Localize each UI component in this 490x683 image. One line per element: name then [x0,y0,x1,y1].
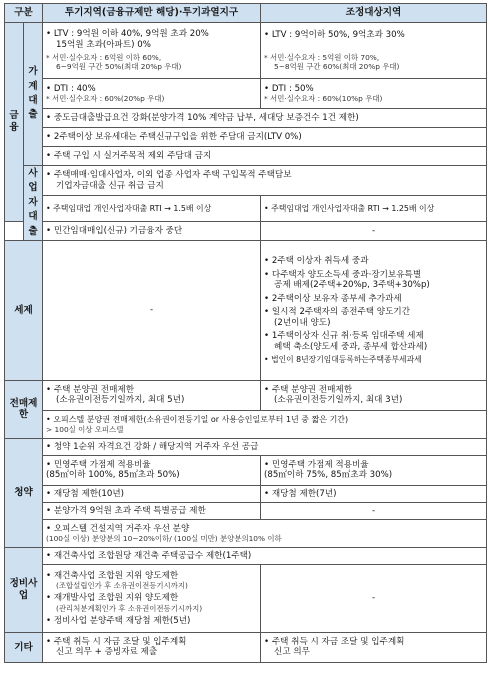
dti-left: • DTI : 40% [46,83,96,94]
tax-item-9: • 법인이 8년장기임대등록하는주택종부세과세 [264,355,422,365]
redevelopment-left-cell [43,564,261,632]
resale-officetel-cell [43,410,487,438]
redevelopment-item-1: • 재건축사업 조합원 지위 양도제한 [46,570,179,581]
ltv-left-note-2: 6~9억원 구간 50%(최대 20%p 우대) [56,62,182,72]
resale-right-2: (소유권이전등기일까지, 최대 3년) [274,395,403,406]
biz-fund-right: - [261,221,487,240]
tax-item-7: • 1주택이상자 신규 취·등록 임대주택 세제 [264,331,424,342]
subscription-rewin-left: • 재당첨 제한(10년) [43,485,261,502]
tax-item-6: (2년이내 양도) [274,317,331,328]
category-redevelopment: 정비사업 [5,547,43,632]
redevelopment-right: - [261,564,487,632]
biz-rti-right: • 주택임대업 개인사업자대출 RTI → 1.25배 이상 [261,196,487,221]
ltv-right-note-1: * 서민·실수요자 : 5억원 이하 70%, [264,52,380,62]
ltv-right-cell [261,23,487,79]
subscription-private-right-1: • 민영주택 가점제 적용비율 [264,459,369,470]
biz-loan-1-cell [43,166,487,196]
subcategory-business-loan: 사업자대출 [24,166,43,241]
ltv-right-line-1: • LTV : 9억이하 50%, 9억초과 30% [264,30,405,41]
header-category: 구분 [5,4,43,23]
biz-rti-left: • 주택임대업 개인사업자대출 RTI → 1.5배 이상 [43,196,261,221]
tax-item-3: 공제 배제(2주택+20%p, 3주택+30%p) [274,280,430,291]
etc-left-2: 신고 의무 + 증빙자료 제출 [56,647,158,658]
resale-right-cell [261,380,487,410]
etc-right-2: 신고 의무 [274,647,310,658]
etc-right-1: • 주택 취득 시 자금 조달 및 입주계획 [264,636,405,647]
subscription-price-right: - [261,502,487,519]
ltv-left-cell [43,23,261,79]
redevelopment-item-3: • 재개발사업 조합원 지위 양도제한 [46,593,179,604]
resale-left-2: (소유권이전등기일까지, 최대 5년) [56,395,185,406]
subscription-common-1: • 청약 1순위 자격요건 강화 / 해당지역 거주자 우선 공급 [43,438,487,455]
dti-right-cell [261,79,487,109]
subcategory-household-loan: 가계대출 [24,23,43,166]
category-resale: 전매제한 [5,380,43,438]
finance-common-3: • 주택 구입 시 실거주목적 제외 주담대 금지 [43,147,487,166]
category-tax: 세제 [5,240,43,380]
resale-right-1: • 주택 분양권 전매제한 [264,384,352,395]
header-adjusted-zone: 조정대상지역 [261,4,487,23]
dti-left-cell [43,79,261,109]
finance-common-2: • 2주택이상 보유세대는 주택신규구입을 위한 주담대 금지(LTV 0%) [43,128,487,147]
subscription-officetel-note: (100실 이상) 분양분의 10~20%이하/ (100실 미만) 분양분의10% 이하 [46,534,282,544]
tax-item-1: • 2주택 이상자 취득세 중과 [264,256,369,267]
redevelopment-item-5: • 정비사업 분양주택 재당첨 제한(5년) [46,615,191,626]
subscription-private-left-1: • 민영주택 가점제 적용비율 [46,459,151,470]
dti-right: • DTI : 50% [264,83,314,94]
category-etc: 기타 [5,632,43,662]
resale-officetel: • 오피스텔 분양권 전매제한(소유권이전등기일 or 사용승인일로부터 1년 중 짧은 기간) [46,415,349,425]
biz-loan-1-line-2: 기업자금대출 신규 취급 금지 [56,180,164,191]
category-finance: 금융 [5,23,24,222]
subscription-private-right-2: (85㎡이하 75%, 85㎡초과 30%) [264,470,393,481]
subscription-officetel-cell [43,519,487,547]
tax-item-8: 혜택 축소(양도세 중과, 종부세 합산과세) [274,341,428,352]
resale-officetel-note: > 100실 이상 오피스텔 [46,424,124,434]
subscription-rewin-right: • 재당첨 제한(7년) [261,485,487,502]
tax-item-4: • 2주택이상 보유자 종부세 추가과세 [264,293,402,304]
dti-right-note: * 서민·실수요자 : 60%(10%p 우대) [264,94,383,104]
redevelopment-common: • 재건축사업 조합원당 재건축 주택공급수 제한(1주택) [43,547,487,564]
etc-left-cell [43,632,261,662]
category-subscription: 청약 [5,438,43,547]
dti-left-note: * 서민·실수요자 : 60%(20%p 우대) [46,94,165,104]
resale-left-1: • 주택 분양권 전매제한 [46,384,134,395]
subscription-private-right-cell [261,455,487,485]
biz-loan-1-line-1: • 주택매매·임대사업자, 이외 업종 사업자 주택 구입목적 주택담보 [46,170,292,181]
tax-item-2: • 다주택자 양도소득세 중과·장기보유특별 [264,269,422,280]
subscription-private-left-cell [43,455,261,485]
etc-right-cell [261,632,487,662]
subscription-price-left: • 분양가격 9억원 초과 주택 특별공급 제한 [43,502,261,519]
tax-right-cell [261,240,487,380]
etc-left-1: • 주택 취득 시 자금 조달 및 입주계획 [46,636,187,647]
redevelopment-item-4: (관리처분계획인가 후 소유권이전등기시까지) [56,603,203,613]
biz-fund-left: • 민간임대매입(신규) 기금융자 중단 [43,221,261,240]
ltv-right-note-2: 5~8억원 구간 60%(최대 20%p 우대) [274,61,400,71]
ltv-left-line-1: • LTV : 9억원 이하 40%, 9억원 초과 20% [46,29,209,40]
redevelopment-item-2: (조합설립인가 후 소유권이전등기시까지) [56,581,188,591]
header-speculative-zone: 투기지역(금융규제만 해당)·투기과열지구 [43,4,261,23]
tax-item-5: • 일시적 2주택자의 종전주택 양도기간 [264,307,411,318]
finance-common-1: • 중도금대출발급요건 강화(분양가격 10% 계약금 납부, 세대당 보증건수 1건 제한) [43,109,487,128]
ltv-left-line-2: 15억원 초과(아파트) 0% [56,39,151,50]
subscription-officetel: • 오피스텔 건설지역 거주자 우선 분양 [46,523,190,534]
subscription-private-left-2: (85㎡이하 100%, 85㎡초과 50%) [46,470,180,481]
ltv-left-note-1: * 서민·실수요자 : 6억원 이하 60%, [46,53,162,63]
regulation-table [4,3,487,663]
resale-left-cell [43,380,261,410]
tax-left: - [43,240,261,380]
